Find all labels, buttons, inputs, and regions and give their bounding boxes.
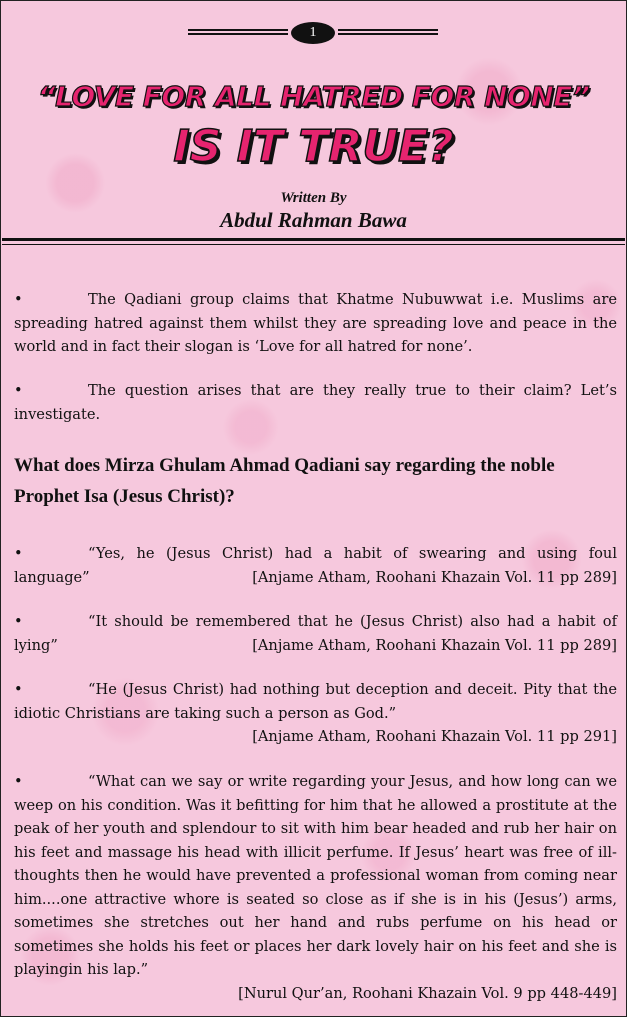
page-number-header	[188, 22, 438, 46]
bullet-icon: •	[14, 382, 23, 399]
section-heading: What does Mirza Ghulam Ahmad Qadiani say regarding the noble Prophet Isa (Jesus Christ)?	[14, 455, 555, 507]
quote-text: “What can we say or write regarding your Jesus, and how long can we weep on his condition. Was it befitting for him that he allowed a prostitute at the peak of her youth and splendour to sit with him bear headed and rub her hair on his feet and massage his head with illicit perfume. If Jesus’ heart was free of ill-thoughts then he would have prevented a professional woman from coming near him....one attractive whore is seated so close as if she is in his (Jesus’) arms, sometimes she stretches out her hand and rubs perfume on his head or sometimes she holds his feet or places her dark lovely hair on his feet and she is playingin his lap.”	[14, 773, 617, 978]
bullet-icon: •	[14, 681, 23, 698]
quote-reference: [Anjame Atham, Roohani Khazain Vol. 11 pp 289]	[252, 636, 617, 654]
bullet-icon: •	[14, 613, 23, 630]
quote-1	[14, 542, 617, 589]
intro-paragraph-2	[14, 379, 617, 426]
title-divider-thick	[2, 238, 625, 241]
quote-text: “It should be remembered that he (Jesus Christ) also had a habit of lying”	[14, 613, 617, 654]
intro-text: The question arises that are they really true to their claim? Let’s investigate.	[14, 382, 617, 423]
quote-4	[14, 770, 617, 1005]
quote-2	[14, 610, 617, 657]
quote-text: “He (Jesus Christ) had nothing but deception and deceit. Pity that the idiotic Christians are taking such a person as God.”	[14, 681, 617, 722]
written-by-label: Written By	[280, 190, 347, 206]
intro-text: The Qadiani group claims that Khatme Nubuwwat i.e. Muslims are spreading hatred against them whilst they are spreading love and peace in the world and in fact their slogan is ‘Love for all hatred for none’.	[14, 291, 617, 355]
page-number-badge: 1	[291, 22, 335, 44]
intro-paragraph-1	[14, 288, 617, 359]
header-rule-right	[338, 29, 438, 35]
bullet-icon: •	[14, 291, 23, 308]
quote-reference: [Anjame Atham, Roohani Khazain Vol. 11 pp 289]	[252, 568, 617, 586]
title-line-2: IS IT TRUE?	[173, 121, 454, 172]
quote-text: “Yes, he (Jesus Christ) had a habit of swearing and using foul language”	[14, 545, 617, 586]
title-divider-thin	[2, 244, 625, 245]
bullet-icon: •	[14, 773, 23, 790]
quote-reference: [Anjame Atham, Roohani Khazain Vol. 11 pp 291]	[252, 728, 617, 745]
quote-3	[14, 678, 617, 749]
author-name: Abdul Rahman Bawa	[220, 208, 407, 232]
quote-reference: [Nurul Qur’an, Roohani Khazain Vol. 9 pp 448-449]	[238, 984, 617, 1002]
title-line-1: “LOVE FOR ALL HATRED FOR NONE”	[37, 80, 590, 113]
header-rule-left	[188, 29, 288, 35]
bullet-icon: •	[14, 545, 23, 562]
